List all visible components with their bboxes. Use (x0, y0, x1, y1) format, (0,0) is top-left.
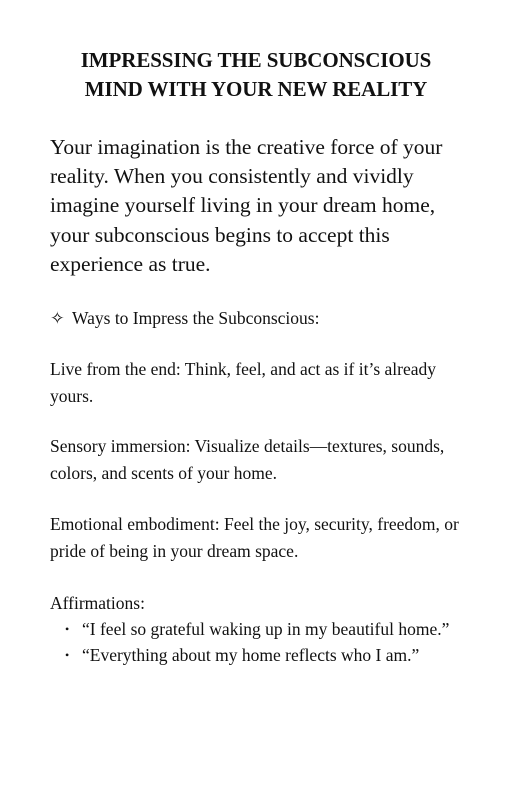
affirmations-list (50, 616, 450, 668)
paragraph-emotional-embodiment: Emotional embodiment: Feel the joy, security, freedom, or pride of being in your dream space. (50, 514, 459, 561)
ways-heading (50, 305, 319, 331)
list-item (50, 642, 450, 668)
title-line-2: MIND WITH YOUR NEW REALITY (84, 77, 428, 101)
paragraph-sensory-immersion: Sensory immersion: Visualize details—textures, sounds, colors, and scents of your home. (50, 436, 445, 483)
intro-paragraph: Your imagination is the creative force of your reality. When you consistently and vividly imagine yourself living in your dream home, your subconscious begins to accept this experience as true. (50, 135, 443, 276)
ways-heading-text: Ways to Impress the Subconscious: (72, 308, 320, 328)
bullet-icon: • (65, 622, 70, 636)
affirmations-heading: Affirmations: (50, 593, 145, 613)
affirmation-text: “I feel so grateful waking up in my beautiful home.” (82, 619, 450, 639)
sparkle-icon: ✧ (50, 308, 65, 328)
paragraph-live-from-end: Live from the end: Think, feel, and act as if it’s already yours. (50, 359, 436, 406)
affirmation-text: “Everything about my home reflects who I am.” (82, 645, 420, 665)
title-line-1: IMPRESSING THE SUBCONSCIOUS (80, 48, 432, 72)
bullet-icon: • (65, 648, 70, 662)
list-item (50, 616, 450, 642)
page-title (30, 46, 482, 104)
